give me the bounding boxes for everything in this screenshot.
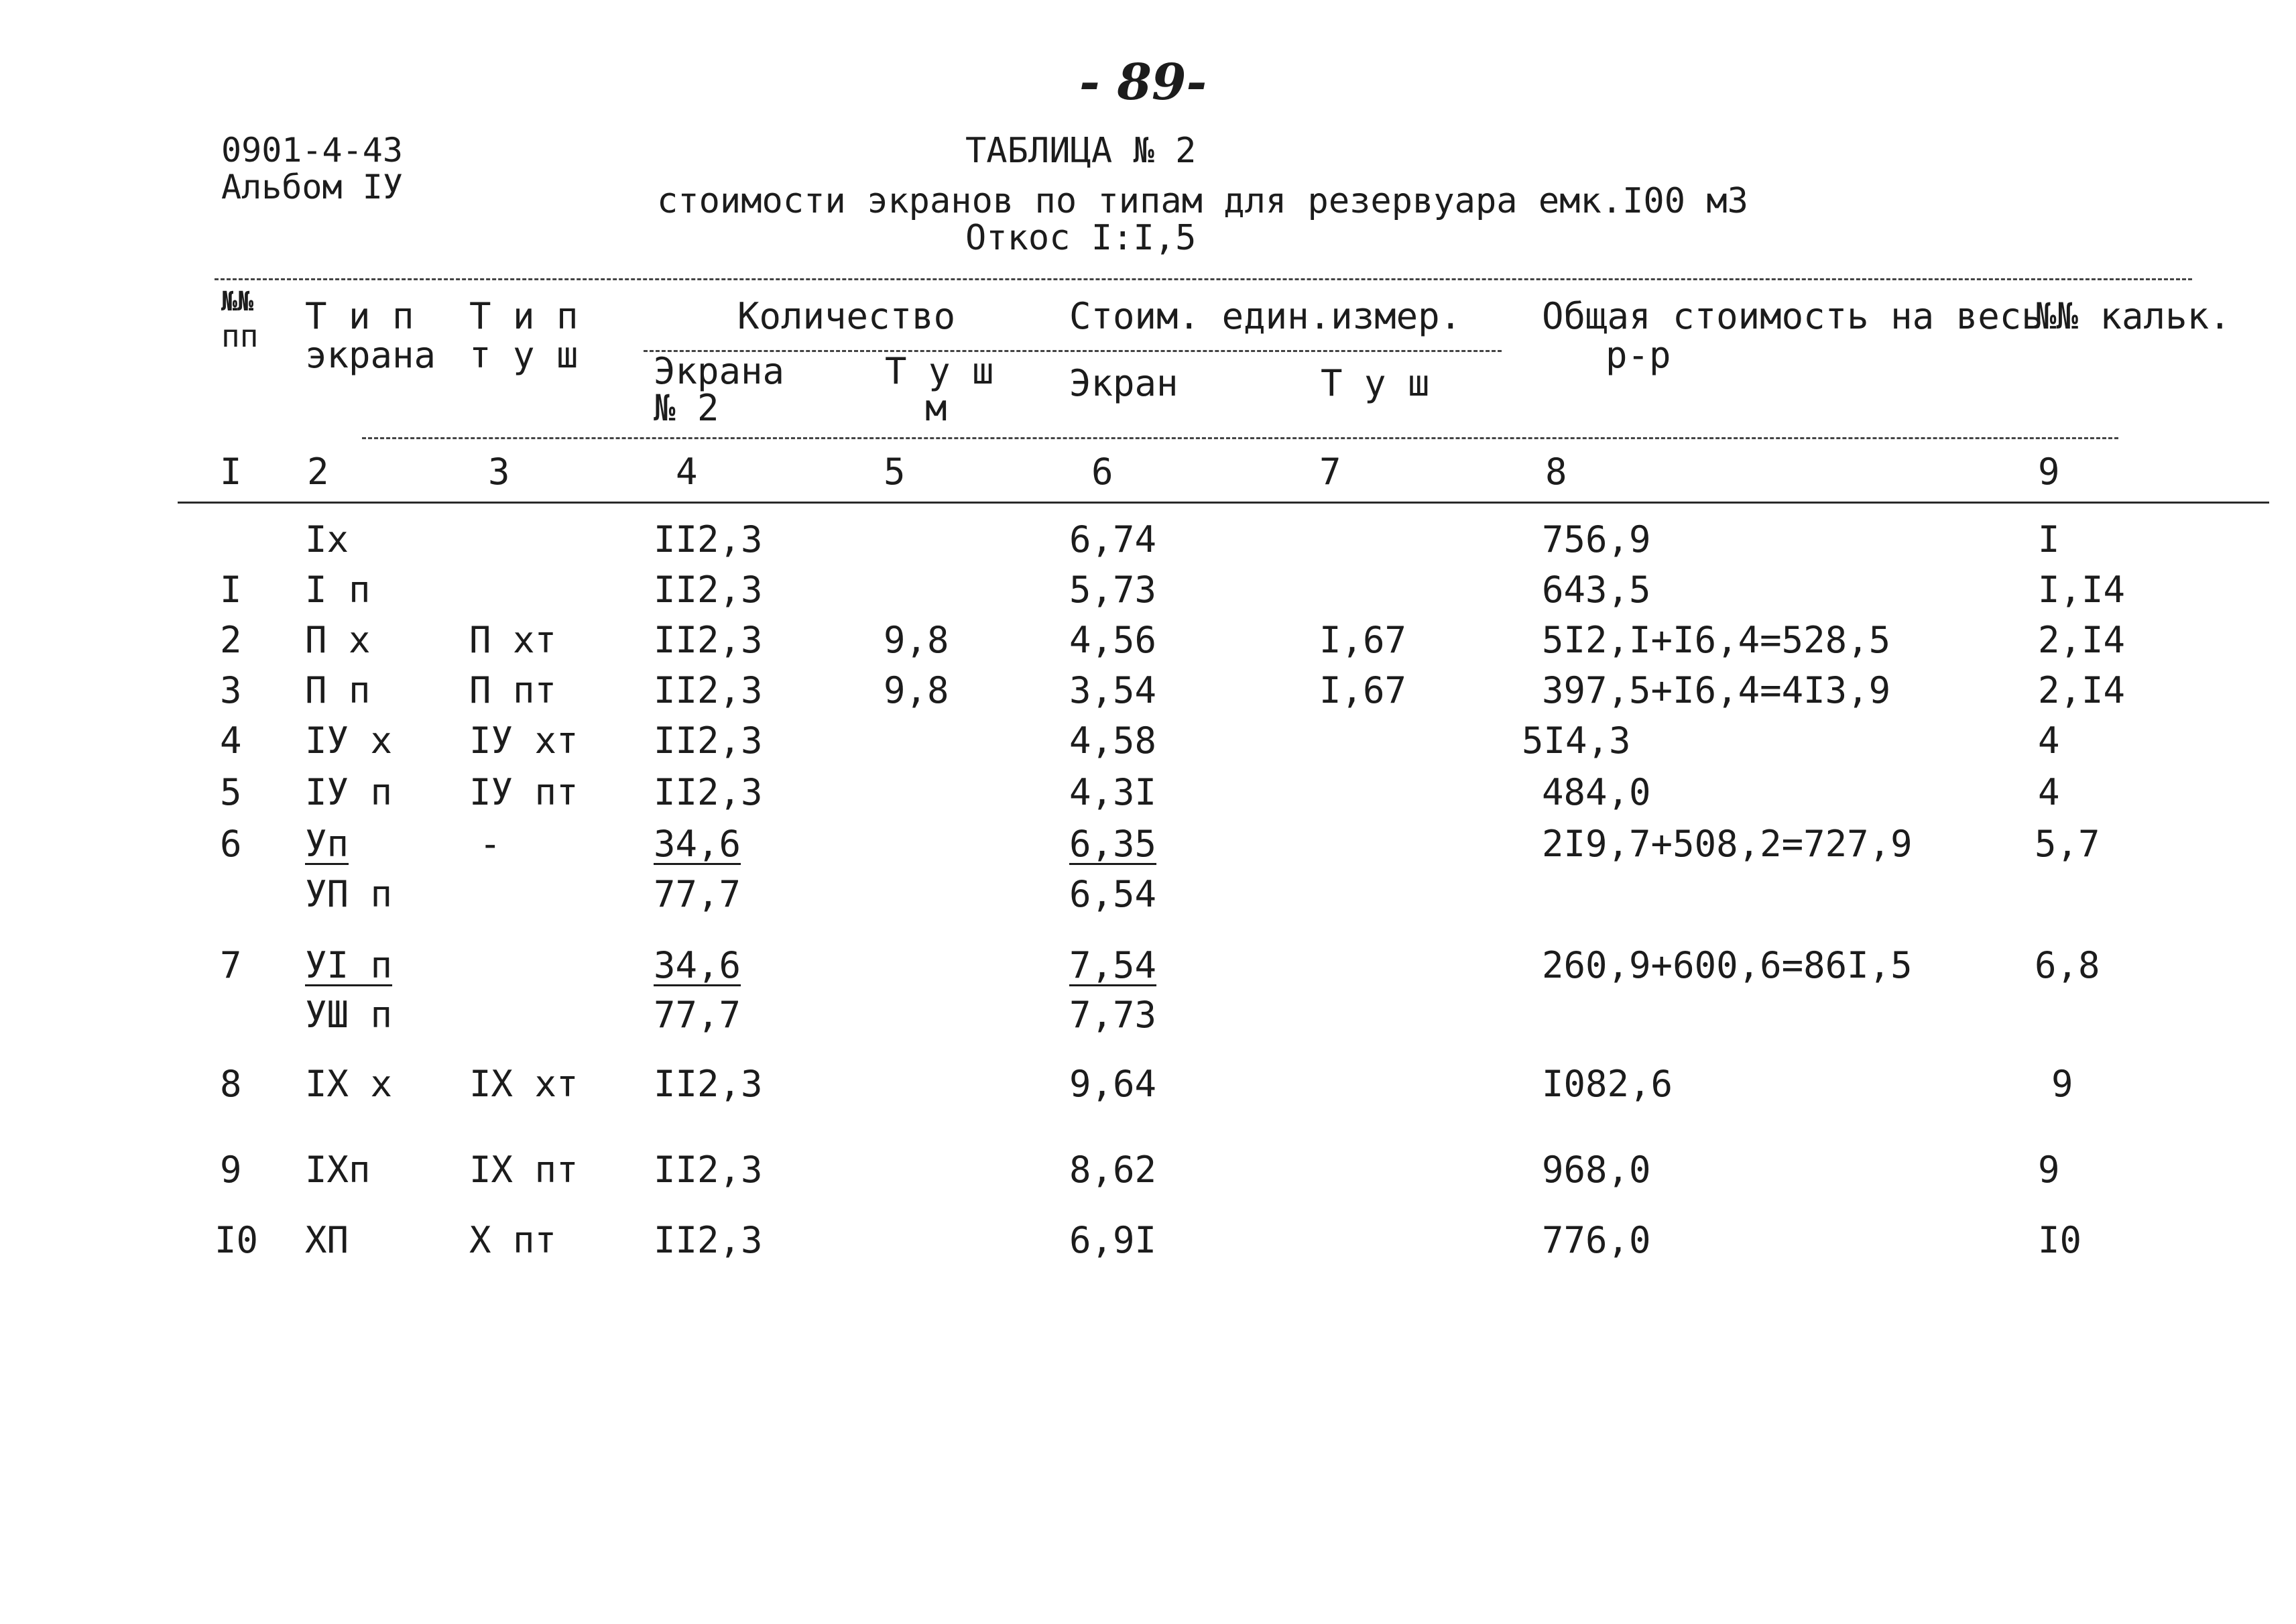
cell-total: I082,6 <box>1542 1063 1673 1105</box>
cell-cost-screen: 7,54 <box>1069 944 1157 986</box>
cell-calc: 2,I4 <box>2038 619 2126 661</box>
cell-qty-screen: II2,3 <box>654 669 763 711</box>
cell-qty-screen: II2,3 <box>654 719 763 762</box>
cell-screen-type: Уп <box>305 823 349 865</box>
column-number: 5 <box>884 451 906 493</box>
cell-screen-type: УI п <box>305 944 393 986</box>
cell-tush-type: Х пт <box>469 1219 557 1261</box>
header-total-unit: р-р <box>1606 334 1671 376</box>
page-number: - 89- <box>1079 54 1207 111</box>
cell-qty-screen: 77,7 <box>654 994 741 1036</box>
cell-total: 756,9 <box>1542 518 1651 561</box>
cell-total: 260,9+600,6=86I,5 <box>1542 944 1913 986</box>
cell-screen-type: П х <box>305 619 371 661</box>
cell-qty-screen: 77,7 <box>654 873 741 915</box>
cell-total: 484,0 <box>1542 771 1651 813</box>
cell-cost-screen: 8,62 <box>1069 1149 1157 1191</box>
cell-cost-tush: I,67 <box>1319 669 1407 711</box>
cell-qty-screen: II2,3 <box>654 1149 763 1191</box>
header-bottom-rule <box>362 437 2118 439</box>
column-number: 6 <box>1091 451 1113 493</box>
cell-cost-screen: 5,73 <box>1069 569 1157 611</box>
cell-screen-type: П п <box>305 669 371 711</box>
cell-total: 643,5 <box>1542 569 1651 611</box>
cell-total: 776,0 <box>1542 1219 1651 1261</box>
cell-qty-screen: II2,3 <box>654 569 763 611</box>
cell-qty-tush: 9,8 <box>884 619 949 661</box>
cell-cost-screen: 4,58 <box>1069 719 1157 762</box>
cell-cost-screen: 6,9I <box>1069 1219 1157 1261</box>
header-quantity: Количество <box>737 295 956 337</box>
cell-qty-tush: 9,8 <box>884 669 949 711</box>
cell-cost-screen: 9,64 <box>1069 1063 1157 1105</box>
table-title: ТАБЛИЦА № 2 <box>965 131 1197 171</box>
cell-total: 397,5+I6,4=4I3,9 <box>1542 669 1891 711</box>
cell-qty-screen: II2,3 <box>654 619 763 661</box>
column-number: 3 <box>488 451 510 493</box>
cell-tush-type: IХ пт <box>469 1149 579 1191</box>
cell-calc: 9 <box>2051 1063 2073 1105</box>
header-screen-type-line1: Т и п <box>305 295 414 337</box>
header-total: Общая стоимость на весь <box>1542 295 2043 337</box>
cell-screen-type: УШ п <box>305 994 393 1036</box>
cell-screen-type: I п <box>305 569 371 611</box>
cell-tush-type: IХ хт <box>469 1063 579 1105</box>
column-number: 9 <box>2038 451 2060 493</box>
cell-cost-tush: I,67 <box>1319 619 1407 661</box>
cell-calc: 9 <box>2038 1149 2060 1191</box>
header-quantity-screen-line2: № 2 <box>654 387 719 429</box>
cell-qty-screen: II2,3 <box>654 771 763 813</box>
cell-screen-type: IХп <box>305 1149 371 1191</box>
cell-total: 5I2,I+I6,4=528,5 <box>1542 619 1891 661</box>
cell-num: I <box>220 569 242 611</box>
cell-cost-screen: 7,73 <box>1069 994 1157 1036</box>
doc-code: 0901-4-43 <box>221 131 403 170</box>
cell-tush-type: П хт <box>469 619 557 661</box>
cell-tush-type: IУ пт <box>469 771 579 813</box>
cell-cost-screen: 6,54 <box>1069 873 1157 915</box>
cell-calc: 4 <box>2038 719 2060 762</box>
header-calc: №№ кальк. <box>2035 295 2231 337</box>
header-quantity-tush-line2: м <box>925 387 947 429</box>
cell-num: 2 <box>220 619 242 661</box>
cell-calc: 5,7 <box>2035 823 2100 865</box>
cell-num: 3 <box>220 669 242 711</box>
cell-qty-screen: 34,6 <box>654 823 741 865</box>
column-number: 7 <box>1319 451 1341 493</box>
cell-tush-type: - <box>479 823 501 865</box>
cell-num: 5 <box>220 771 242 813</box>
cell-total: 2I9,7+508,2=727,9 <box>1542 823 1913 865</box>
slope-label: Откос I:I,5 <box>965 218 1197 258</box>
cell-calc: I <box>2038 518 2060 561</box>
header-unit-cost-screen: Экран <box>1069 362 1179 404</box>
cell-calc: 2,I4 <box>2038 669 2126 711</box>
album-label: Альбом IУ <box>221 168 403 207</box>
header-tush-type-line1: Т и п <box>469 295 579 337</box>
cell-cost-screen: 6,35 <box>1069 823 1157 865</box>
cell-num: 6 <box>220 823 242 865</box>
header-quantity-tush-line1: Т у ш <box>885 350 994 392</box>
cell-cost-screen: 4,56 <box>1069 619 1157 661</box>
column-number: 2 <box>307 451 329 493</box>
cell-screen-type: IУ п <box>305 771 393 813</box>
column-numbers-rule <box>178 502 2269 504</box>
cell-cost-screen: 6,74 <box>1069 518 1157 561</box>
header-unit-cost-tush: Т у ш <box>1321 362 1430 404</box>
cell-num: 4 <box>220 719 242 762</box>
table-subtitle: стоимости экранов по типам для резервуара емк.I00 м3 <box>657 181 1748 221</box>
cell-qty-screen: 34,6 <box>654 944 741 986</box>
header-quantity-screen-line1: Экрана <box>654 350 785 392</box>
cell-calc: I,I4 <box>2038 569 2126 611</box>
cell-screen-type: УП п <box>305 873 393 915</box>
cell-num: I0 <box>215 1219 259 1261</box>
cell-num: 8 <box>220 1063 242 1105</box>
cell-qty-screen: II2,3 <box>654 518 763 561</box>
header-unit-cost: Стоим. един.измер. <box>1069 295 1462 337</box>
header-tush-type-line2: т у ш <box>469 334 579 376</box>
cell-qty-screen: II2,3 <box>654 1063 763 1105</box>
cell-cost-screen: 3,54 <box>1069 669 1157 711</box>
cell-num: 7 <box>220 944 242 986</box>
cell-qty-screen: II2,3 <box>654 1219 763 1261</box>
column-number: I <box>220 451 242 493</box>
cell-total: 5I4,3 <box>1522 719 1631 762</box>
cell-screen-type: IХ х <box>305 1063 393 1105</box>
header-num-line2: пп <box>221 318 259 354</box>
cell-calc: I0 <box>2038 1219 2082 1261</box>
cell-tush-type: IУ хт <box>469 719 579 762</box>
table-top-rule <box>215 278 2192 280</box>
header-screen-type-line2: экрана <box>305 334 436 376</box>
cell-screen-type: Iх <box>305 518 349 561</box>
column-number: 4 <box>676 451 698 493</box>
cell-cost-screen: 4,3I <box>1069 771 1157 813</box>
cell-screen-type: IУ х <box>305 719 393 762</box>
cell-calc: 4 <box>2038 771 2060 813</box>
header-num-line1: №№ <box>221 286 254 317</box>
cell-num: 9 <box>220 1149 242 1191</box>
cell-calc: 6,8 <box>2035 944 2100 986</box>
column-number: 8 <box>1545 451 1567 493</box>
cell-total: 968,0 <box>1542 1149 1651 1191</box>
cell-tush-type: П пт <box>469 669 557 711</box>
cell-screen-type: ХП <box>305 1219 349 1261</box>
